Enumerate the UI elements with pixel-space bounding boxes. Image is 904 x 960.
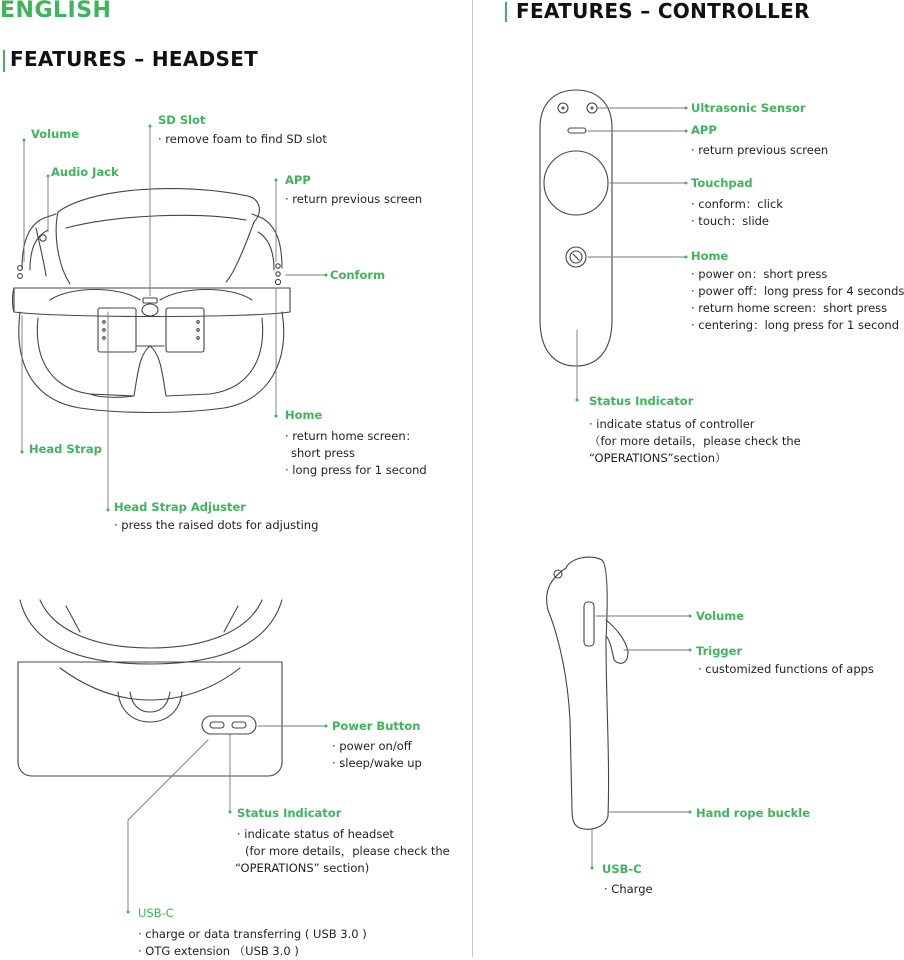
- head-strap-label: Head Strap: [29, 442, 102, 456]
- trigger-desc: · customized functions of apps: [698, 662, 874, 676]
- power-button-desc: · power on/off · sleep/wake up: [332, 739, 422, 770]
- trigger-label: Trigger: [696, 644, 743, 658]
- page-title: ENGLISH: [0, 0, 112, 23]
- home-desc: · return home screen： short press · long press for 1 second: [285, 429, 427, 477]
- headset-usb-c-label: USB-C: [138, 906, 174, 920]
- ultrasonic-sensor-label: Ultrasonic Sensor: [691, 101, 806, 115]
- controller-status-indicator-label: Status Indicator: [589, 394, 694, 408]
- headset-usb-c-desc: · charge or data transferring ( USB 3.0 ) · OTG extension （USB 3.0 ): [138, 927, 367, 958]
- controller-side-drawing: [547, 557, 628, 829]
- headset-status-indicator-label: Status Indicator: [237, 806, 342, 820]
- sd-slot-desc: · remove foam to find SD slot: [158, 132, 327, 146]
- headset-bottom-drawing: [18, 600, 282, 776]
- headset-heading: FEATURES – HEADSET: [10, 47, 259, 71]
- touchpad-desc: · conform：click · touch：slide: [691, 197, 783, 228]
- headset-front-drawing: [13, 189, 291, 413]
- controller-heading: FEATURES – CONTROLLER: [516, 0, 810, 23]
- controller-home-label: Home: [691, 249, 729, 263]
- touchpad-label: Touchpad: [691, 176, 753, 190]
- controller-usb-c-desc: · Charge: [604, 882, 653, 896]
- controller-usb-c-label: USB-C: [602, 862, 642, 876]
- home-label: Home: [285, 408, 323, 422]
- app-desc: · return previous screen: [285, 192, 423, 206]
- controller-volume-label: Volume: [696, 609, 745, 623]
- head-strap-adjuster-label: Head Strap Adjuster: [114, 500, 246, 514]
- controller-app-desc: · return previous screen: [691, 143, 829, 157]
- volume-label: Volume: [31, 127, 80, 141]
- power-button-label: Power Button: [332, 719, 421, 733]
- controller-status-indicator-desc: · indicate status of controller （for more details，please check the “OPERATIONS”section）: [589, 417, 801, 465]
- controller-home-desc: · power on：short press · power off：long press for 4 seconds · return home screen：short press · centering：long press for 1 second: [691, 267, 904, 332]
- head-strap-adjuster-desc: · press the raised dots for adjusting: [114, 518, 319, 532]
- conform-label: Conform: [330, 268, 386, 282]
- hand-rope-buckle-label: Hand rope buckle: [696, 806, 811, 820]
- controller-app-label: APP: [691, 123, 717, 137]
- audio-jack-label: Audio Jack: [51, 165, 119, 179]
- sd-slot-label: SD Slot: [158, 113, 206, 127]
- headset-status-indicator-desc: · indicate status of headset (for more details，please check the “OPERATIONS” section): [235, 827, 450, 875]
- app-label: APP: [285, 173, 311, 187]
